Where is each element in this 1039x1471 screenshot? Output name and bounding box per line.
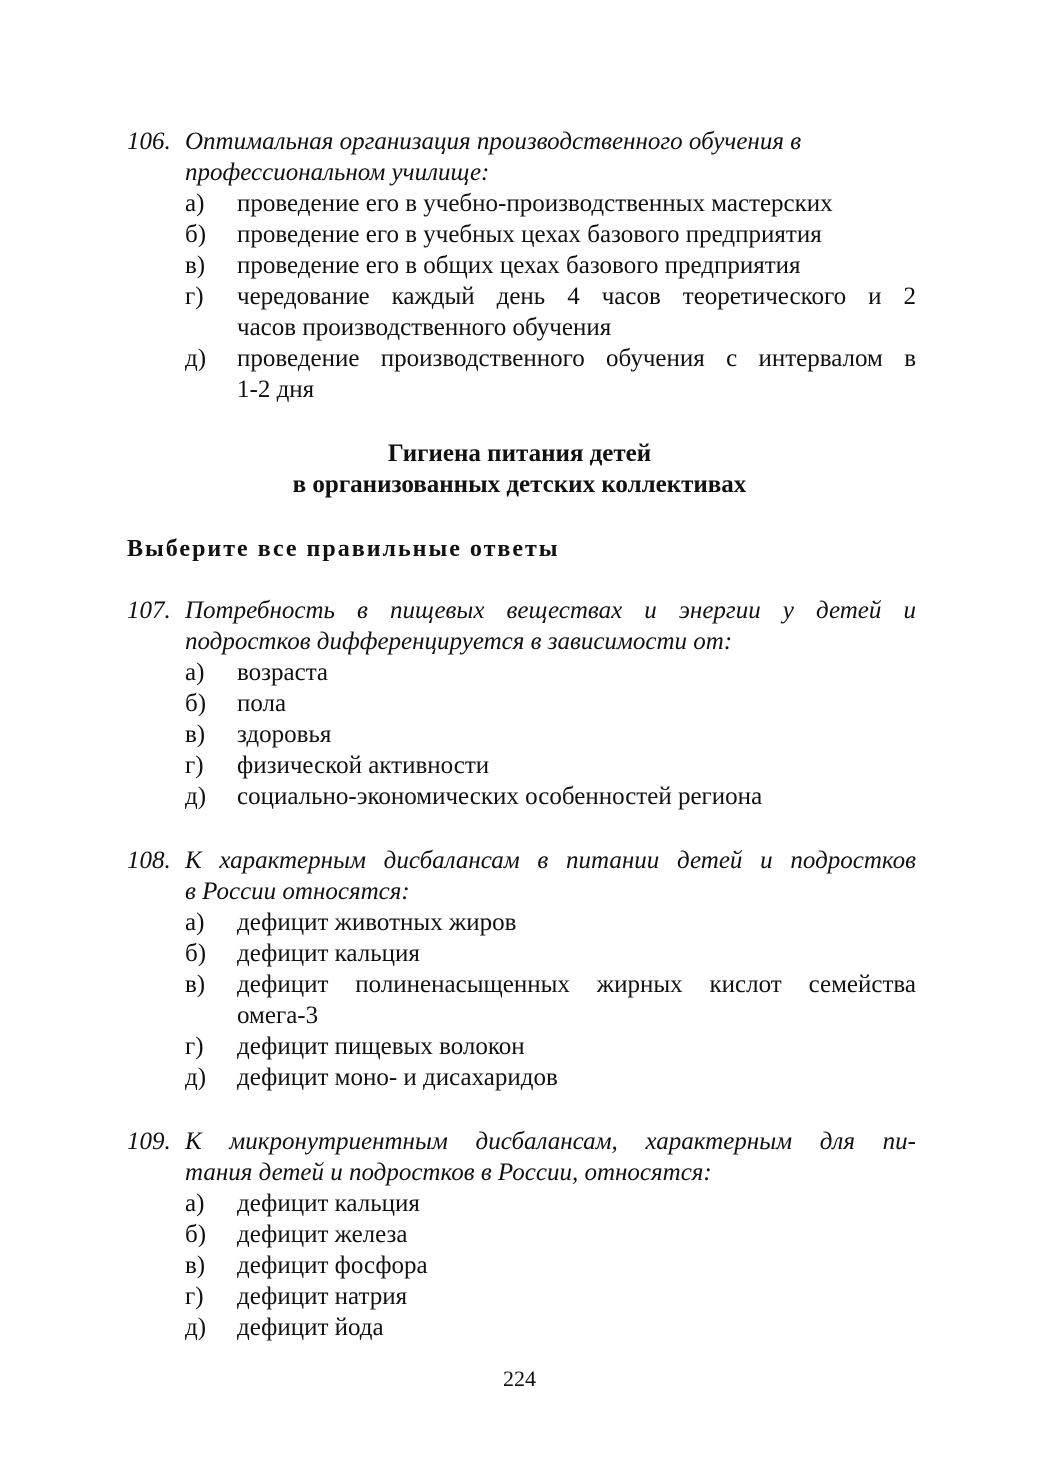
option-item bbox=[185, 188, 916, 219]
option-text: проведение его в учебных цехах базового предприятия bbox=[237, 221, 822, 248]
question-109 bbox=[127, 1126, 916, 1188]
option-item bbox=[185, 1250, 916, 1281]
option-text: дефицит фосфора bbox=[237, 1252, 428, 1279]
option-text: проведение производственного обучения с интервалом в bbox=[237, 345, 916, 372]
option-item bbox=[185, 219, 916, 250]
option-text: социально-экономических особенностей региона bbox=[237, 783, 763, 810]
option-letter: г) bbox=[185, 1033, 204, 1060]
option-letter: в) bbox=[185, 252, 206, 279]
question-text-line: тания детей и подростков в России, относятся: bbox=[185, 1159, 712, 1186]
option-letter: б) bbox=[185, 690, 207, 717]
option-text: дефицит животных жиров bbox=[237, 909, 517, 936]
option-item bbox=[185, 1031, 916, 1062]
option-letter: д) bbox=[185, 1064, 207, 1091]
option-item bbox=[185, 750, 916, 781]
option-letter: д) bbox=[185, 783, 207, 810]
question-text-line: Оптимальная организация производственного обучения в bbox=[185, 128, 802, 155]
option-letter: в) bbox=[185, 721, 206, 748]
question-106 bbox=[127, 126, 916, 188]
option-item bbox=[185, 657, 916, 688]
option-item bbox=[185, 688, 916, 719]
option-text: физической активности bbox=[237, 752, 490, 779]
question-text-line: К характерным дисбалансам в питании детей и подростков bbox=[185, 847, 916, 874]
option-text: проведение его в общих цехах базового предприятия bbox=[237, 252, 801, 279]
question-108 bbox=[127, 845, 916, 907]
option-text: дефицит моно- и дисахаридов bbox=[237, 1064, 558, 1091]
option-text: дефицит кальция bbox=[237, 1190, 420, 1217]
section-title-line: в организованных детских коллективах bbox=[292, 471, 747, 498]
option-item bbox=[185, 1188, 916, 1219]
question-number: 108. bbox=[127, 847, 171, 874]
option-letter: г) bbox=[185, 1283, 204, 1310]
option-item bbox=[185, 1281, 916, 1312]
option-letter: а) bbox=[185, 1190, 205, 1217]
option-item bbox=[185, 250, 916, 281]
option-text: дефицит железа bbox=[237, 1221, 408, 1248]
option-item bbox=[185, 343, 916, 405]
page-number: 224 bbox=[503, 1366, 536, 1391]
question-text-line: в России относятся: bbox=[185, 878, 410, 905]
option-letter: а) bbox=[185, 190, 205, 217]
question-number: 106. bbox=[127, 128, 171, 155]
option-item bbox=[185, 719, 916, 750]
option-item bbox=[185, 907, 916, 938]
option-text: проведение его в учебно-производственных мастерских bbox=[237, 190, 833, 217]
option-item bbox=[185, 281, 916, 343]
option-letter: а) bbox=[185, 909, 205, 936]
option-text: дефицит йода bbox=[237, 1314, 384, 1341]
option-text: чередование каждый день 4 часов теоретического и 2 bbox=[237, 283, 916, 310]
option-letter: г) bbox=[185, 283, 204, 310]
option-text: пола bbox=[237, 690, 287, 717]
question-text-line: профессиональном училище: bbox=[185, 159, 490, 186]
option-letter: б) bbox=[185, 221, 207, 248]
option-item bbox=[185, 938, 916, 969]
question-text-line: Потребность в пищевых веществах и энергии у детей и bbox=[185, 597, 916, 624]
question-107 bbox=[127, 595, 916, 657]
section-title-line: Гигиена питания детей bbox=[387, 440, 652, 467]
option-text: дефицит натрия bbox=[237, 1283, 408, 1310]
option-text-continuation: часов производственного обучения bbox=[237, 314, 612, 341]
question-text-line: К микронутриентным дисбалансам, характерным для пи- bbox=[185, 1128, 916, 1155]
option-item bbox=[185, 1219, 916, 1250]
option-text: дефицит пищевых волокон bbox=[237, 1033, 525, 1060]
option-item bbox=[185, 781, 916, 812]
option-letter: д) bbox=[185, 345, 207, 372]
option-letter: д) bbox=[185, 1314, 207, 1341]
option-text: дефицит кальция bbox=[237, 940, 420, 967]
option-text: дефицит полиненасыщенных жирных кислот семейства bbox=[237, 971, 916, 998]
option-letter: а) bbox=[185, 659, 205, 686]
question-number: 109. bbox=[127, 1128, 171, 1155]
question-number: 107. bbox=[127, 597, 171, 624]
option-text-continuation: 1-2 дня bbox=[237, 376, 315, 403]
option-letter: б) bbox=[185, 1221, 207, 1248]
question-text-line: подростков дифференцируется в зависимости от: bbox=[185, 628, 733, 655]
instruction-heading: Выберите все правильные ответы bbox=[127, 536, 560, 562]
option-text: здоровья bbox=[237, 721, 332, 748]
option-text-continuation: омега-3 bbox=[237, 1002, 319, 1029]
option-letter: б) bbox=[185, 940, 207, 967]
option-letter: г) bbox=[185, 752, 204, 779]
option-letter: в) bbox=[185, 971, 206, 998]
option-item bbox=[185, 1312, 916, 1343]
option-item bbox=[185, 1062, 916, 1093]
option-letter: в) bbox=[185, 1252, 206, 1279]
option-text: возраста bbox=[237, 659, 329, 686]
option-item bbox=[185, 969, 916, 1031]
